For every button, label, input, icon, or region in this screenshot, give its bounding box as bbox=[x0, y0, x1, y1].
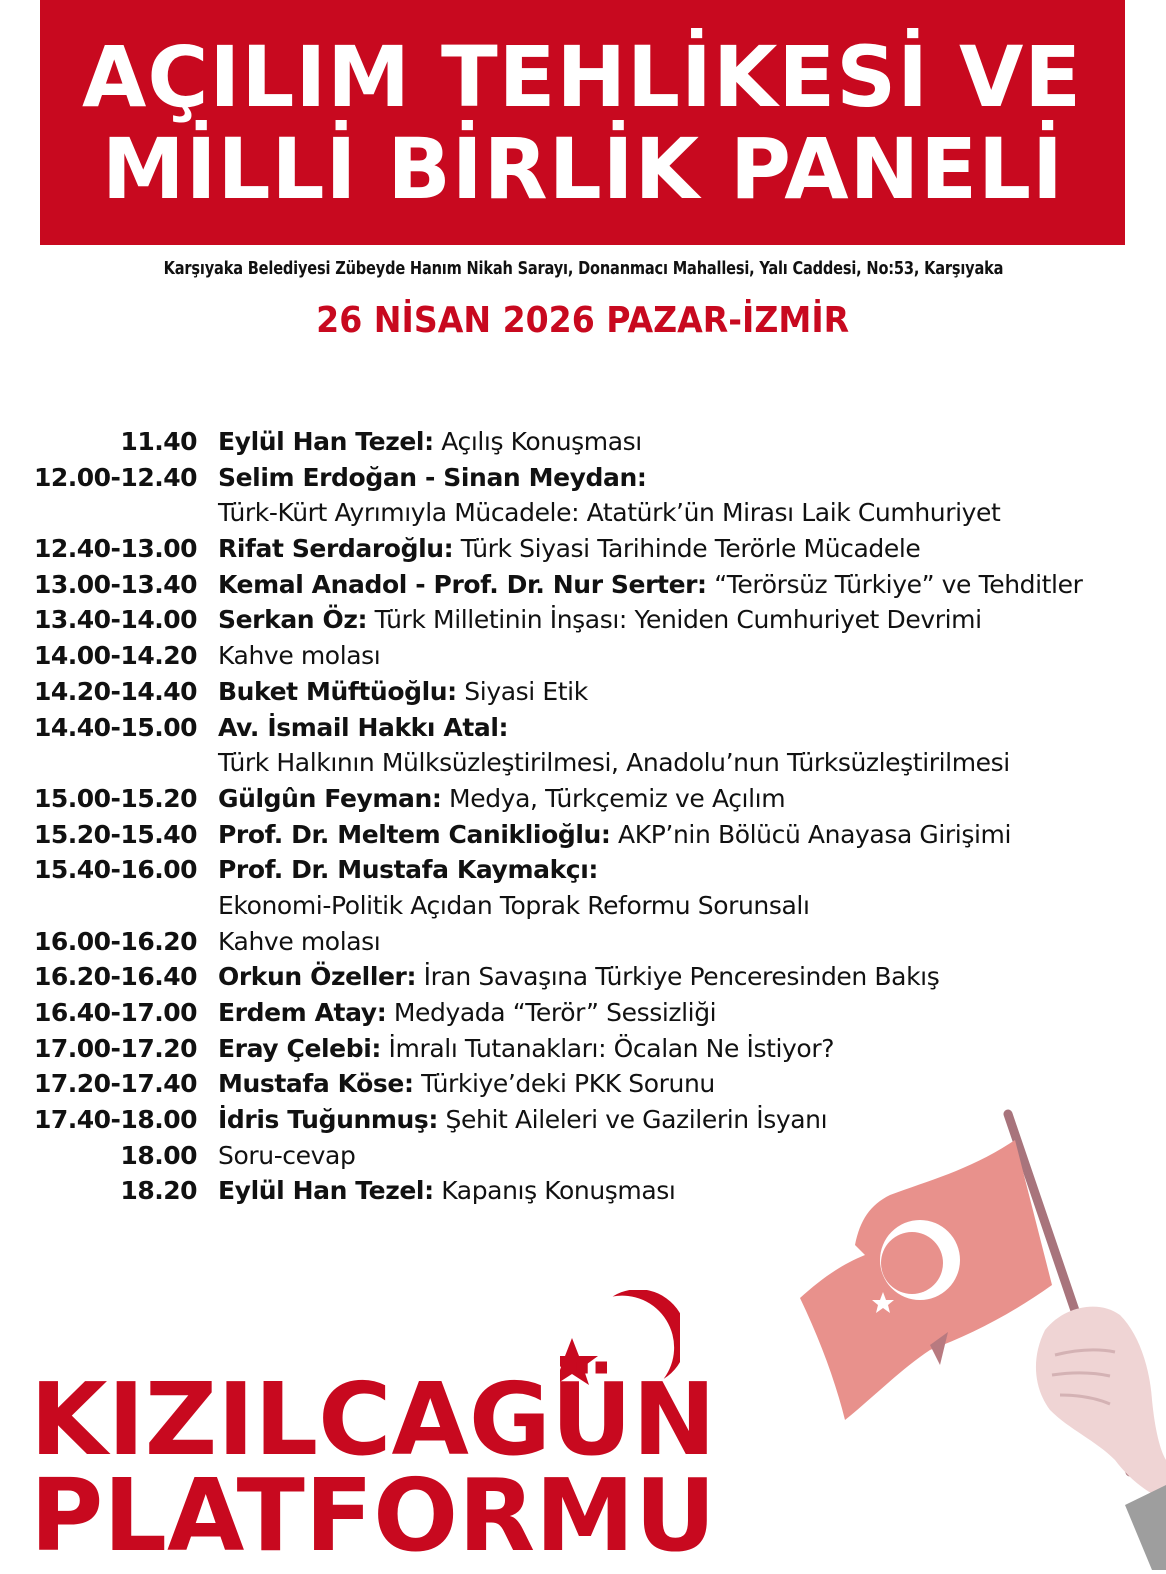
session-time: 16.40-17.00 bbox=[33, 998, 197, 1027]
session-time: 13.40-14.00 bbox=[33, 605, 197, 635]
schedule-row bbox=[0, 852, 1166, 888]
session-topic: Türk Halkının Mülksüzleştirilmesi, Anadolu’nun Türksüzleştirilmesi bbox=[218, 748, 1010, 778]
schedule-row bbox=[0, 567, 1166, 603]
session-speaker: Buket Müftüoğlu: bbox=[218, 676, 457, 706]
session-content bbox=[218, 638, 380, 673]
schedule-row bbox=[0, 924, 1166, 960]
session-topic: Medya, Türkçemiz ve Açılım bbox=[441, 783, 786, 813]
session-content bbox=[218, 745, 1010, 780]
session-content bbox=[218, 674, 588, 709]
schedule-row bbox=[0, 602, 1166, 638]
session-time: 18.00 bbox=[120, 1140, 197, 1170]
schedule-row bbox=[0, 674, 1166, 710]
session-topic: Şehit Aileleri ve Gazilerin İsyanı bbox=[438, 1105, 828, 1135]
session-topic: Türk Siyasi Tarihinde Terörle Mücadele bbox=[453, 534, 921, 564]
session-topic: AKP’nin Bölücü Anayasa Girişimi bbox=[610, 819, 1012, 849]
title-line-1: AÇILIM TEHLİKESİ VE bbox=[82, 27, 1083, 126]
session-content bbox=[218, 710, 508, 745]
schedule-row bbox=[0, 1031, 1166, 1067]
session-topic: İmralı Tutanakları: Öcalan Ne İstiyor? bbox=[381, 1033, 835, 1063]
schedule-row bbox=[0, 959, 1166, 995]
title-line-2: MİLLİ BİRLİK PANELİ bbox=[101, 119, 1064, 218]
session-content bbox=[218, 1173, 675, 1208]
session-speaker: Rifat Serdaroğlu: bbox=[218, 534, 454, 564]
schedule-row bbox=[0, 745, 1166, 781]
schedule-row bbox=[0, 1066, 1166, 1102]
session-content bbox=[218, 567, 1082, 602]
session-speaker: Serkan Öz: bbox=[218, 605, 368, 635]
session-speaker: Erdem Atay: bbox=[218, 998, 387, 1027]
session-content bbox=[218, 602, 982, 637]
session-content bbox=[218, 531, 920, 566]
session-content bbox=[218, 781, 785, 816]
session-time: 14.00-14.20 bbox=[33, 641, 197, 671]
session-time: 18.20 bbox=[120, 1176, 197, 1206]
session-time: 17.20-17.40 bbox=[33, 1069, 197, 1099]
schedule-row bbox=[0, 460, 1166, 496]
session-time: 14.20-14.40 bbox=[33, 676, 197, 706]
session-speaker: Orkun Özeller: bbox=[218, 962, 417, 992]
session-time: 12.00-12.40 bbox=[33, 462, 197, 492]
session-content bbox=[218, 924, 380, 959]
session-topic: Medyada “Terör” Sessizliği bbox=[386, 998, 717, 1027]
session-content bbox=[218, 1031, 834, 1066]
session-topic: Soru-cevap bbox=[218, 1140, 356, 1170]
hand-holding-flag-icon bbox=[780, 1100, 1166, 1570]
session-content bbox=[218, 495, 1000, 530]
session-time: 14.40-15.00 bbox=[33, 712, 197, 742]
session-time: 11.40 bbox=[120, 427, 197, 456]
session-speaker: Av. İsmail Hakkı Atal: bbox=[218, 712, 509, 742]
session-content bbox=[218, 1066, 715, 1101]
session-content bbox=[218, 888, 810, 923]
session-topic: Kapanış Konuşması bbox=[433, 1176, 676, 1206]
schedule-row bbox=[0, 424, 1166, 460]
session-speaker: Prof. Dr. Mustafa Kaymakçı: bbox=[218, 855, 598, 885]
session-topic: Türkiye’deki PKK Sorunu bbox=[413, 1069, 715, 1099]
session-speaker: Eylül Han Tezel: bbox=[218, 427, 434, 456]
title-banner bbox=[40, 0, 1125, 245]
venue-text: Karşıyaka Belediyesi Zübeyde Hanım Nikah Sarayı, Donanmacı Mahallesi, Yalı Caddesi, No:53, Karşıyaka bbox=[163, 258, 1003, 279]
session-content bbox=[218, 959, 939, 994]
session-speaker: Gülgûn Feyman: bbox=[218, 783, 442, 813]
event-date bbox=[0, 300, 1166, 341]
session-speaker: Eylül Han Tezel: bbox=[218, 1176, 434, 1206]
session-content bbox=[218, 852, 598, 887]
session-topic: Türk-Kürt Ayrımıyla Mücadele: Atatürk’ün Mirası Laik Cumhuriyet bbox=[218, 498, 1001, 528]
session-topic: Siyasi Etik bbox=[456, 676, 588, 706]
session-content bbox=[218, 1102, 827, 1137]
session-time: 16.00-16.20 bbox=[33, 926, 197, 956]
schedule-list bbox=[0, 424, 1166, 1209]
session-speaker: Eray Çelebi: bbox=[218, 1033, 381, 1063]
session-topic: Türk Milletinin İnşası: Yeniden Cumhuriyet Devrimi bbox=[367, 605, 982, 635]
session-content bbox=[218, 424, 642, 459]
session-time: 12.40-13.00 bbox=[33, 534, 197, 564]
session-content bbox=[218, 817, 1011, 852]
session-speaker: Prof. Dr. Meltem Caniklioğlu: bbox=[218, 819, 611, 849]
session-content bbox=[218, 1138, 355, 1173]
logo-text-line-2: PLATFORMU bbox=[30, 1457, 716, 1574]
schedule-row bbox=[0, 710, 1166, 746]
schedule-row bbox=[0, 781, 1166, 817]
session-topic: İran Savaşına Türkiye Penceresinden Bakış bbox=[416, 962, 940, 992]
schedule-row bbox=[0, 817, 1166, 853]
session-time: 15.40-16.00 bbox=[33, 855, 197, 885]
session-speaker: Selim Erdoğan - Sinan Meydan: bbox=[218, 462, 647, 492]
logo-text-line-1: KIZILCAGÜN bbox=[30, 1361, 716, 1478]
session-speaker: Kemal Anadol - Prof. Dr. Nur Serter: bbox=[218, 569, 707, 599]
session-time: 15.20-15.40 bbox=[33, 819, 197, 849]
session-topic: Kahve molası bbox=[218, 926, 381, 956]
session-time: 15.00-15.20 bbox=[33, 783, 197, 813]
schedule-row bbox=[0, 995, 1166, 1031]
session-topic: Açılış Konuşması bbox=[433, 427, 642, 456]
session-topic: Kahve molası bbox=[218, 641, 381, 671]
event-date-text: 26 NİSAN 2026 PAZAR-İZMİR bbox=[316, 300, 850, 341]
schedule-row bbox=[0, 888, 1166, 924]
schedule-row bbox=[0, 638, 1166, 674]
session-content bbox=[218, 460, 647, 495]
session-speaker: İdris Tuğunmuş: bbox=[218, 1105, 439, 1135]
session-speaker: Mustafa Köse: bbox=[218, 1069, 414, 1099]
schedule-row bbox=[0, 531, 1166, 567]
session-time: 13.00-13.40 bbox=[33, 569, 197, 599]
session-topic: Ekonomi-Politik Açıdan Toprak Reformu Sorunsalı bbox=[218, 890, 810, 920]
session-time: 17.40-18.00 bbox=[33, 1105, 197, 1135]
session-topic: “Terörsüz Türkiye” ve Tehditler bbox=[706, 569, 1083, 599]
schedule-row bbox=[0, 495, 1166, 531]
session-content bbox=[218, 995, 716, 1030]
venue-address bbox=[0, 258, 1166, 279]
session-time: 16.20-16.40 bbox=[33, 962, 197, 992]
session-time: 17.00-17.20 bbox=[33, 1033, 197, 1063]
organization-logo bbox=[30, 1290, 716, 1574]
